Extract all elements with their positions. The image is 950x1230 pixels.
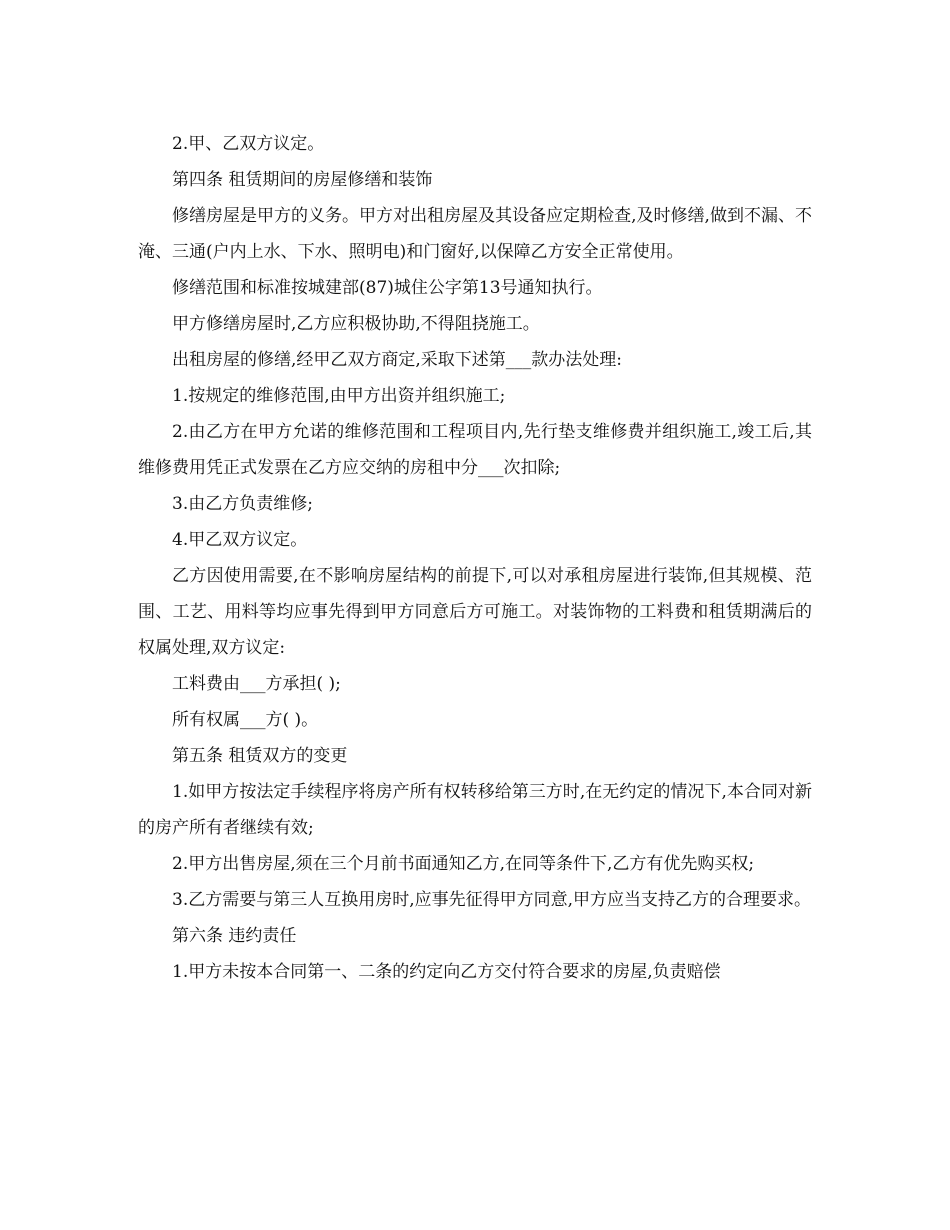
clause-paragraph: 2.甲、乙双方议定。 <box>172 134 325 154</box>
clause-paragraph: 出租房屋的修缮,经甲乙双方商定,采取下述第___款办法处理: <box>172 350 623 370</box>
article-heading: 第五条 租赁双方的变更 <box>172 746 348 766</box>
list-item: 1.按规定的维修范围,由甲方出资并组织施工; <box>172 386 506 406</box>
list-item: 3.乙方需要与第三人互换用房时,应事先征得甲方同意,甲方应当支持乙方的合理要求。 <box>172 890 812 910</box>
list-item: 3.由乙方负责维修; <box>172 494 313 514</box>
clause-paragraph: 工料费由___方承担( ); <box>172 674 341 694</box>
clause-paragraph: 甲方修缮房屋时,乙方应积极协助,不得阻挠施工。 <box>172 314 540 334</box>
clause-paragraph: 乙方因使用需要,在不影响房屋结构的前提下,可以对承租房屋进行装饰,但其规模、范围、工艺、用料等均应事先得到甲方同意后方可施工。对装饰物的工料费和租赁期满后的权属处理,双方议定: <box>138 566 812 658</box>
list-item: 1.如甲方按法定手续程序将房产所有权转移给第三方时,在无约定的情况下,本合同对新的房产所有者继续有效; <box>138 782 812 838</box>
list-item: 2.由乙方在甲方允诺的维修范围和工程项目内,先行垫支维修费并组织施工,竣工后,其维修费用凭正式发票在乙方应交纳的房租中分___次扣除; <box>138 422 812 478</box>
clause-paragraph: 所有权属___方( )。 <box>172 710 319 730</box>
list-item: 1.甲方未按本合同第一、二条的约定向乙方交付符合要求的房屋,负责赔偿 <box>172 962 721 982</box>
clause-paragraph: 修缮房屋是甲方的义务。甲方对出租房屋及其设备应定期检查,及时修缮,做到不漏、不淹、三通(户内上水、下水、照明电)和门窗好,以保障乙方安全正常使用。 <box>138 206 812 262</box>
list-item: 2.甲方出售房屋,须在三个月前书面通知乙方,在同等条件下,乙方有优先购买权; <box>172 854 755 874</box>
clause-paragraph: 修缮范围和标准按城建部(87)城住公字第13号通知执行。 <box>172 278 603 298</box>
list-item: 4.甲乙双方议定。 <box>172 530 308 550</box>
article-heading: 第四条 租赁期间的房屋修缮和装饰 <box>172 170 433 190</box>
article-heading: 第六条 违约责任 <box>172 926 297 946</box>
